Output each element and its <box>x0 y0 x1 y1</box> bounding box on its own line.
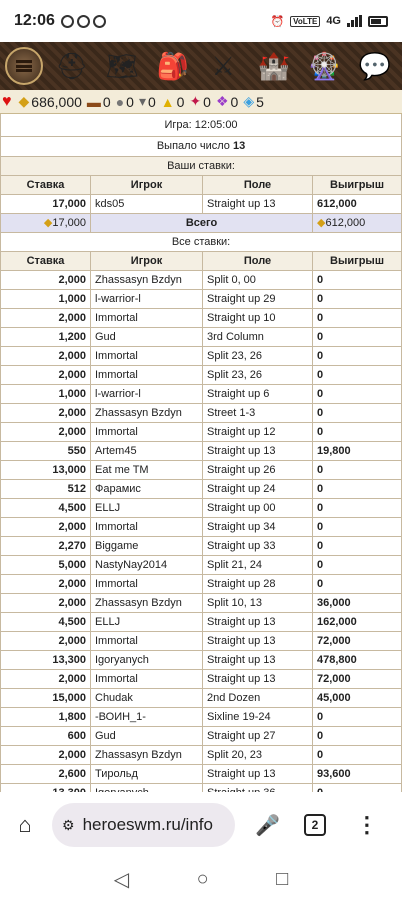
winnings: 72,000 <box>313 631 402 650</box>
bet-field: Split 21, 24 <box>203 555 313 574</box>
bet-amount: 13,000 <box>1 460 91 479</box>
roulette-icon: 🎡 <box>308 50 341 81</box>
bet-amount: 2,000 <box>1 422 91 441</box>
bet-amount: 2,270 <box>1 536 91 555</box>
bet-field: Straight up 34 <box>203 517 313 536</box>
resources-bar <box>0 90 402 114</box>
recents-icon[interactable]: □ <box>276 867 289 890</box>
bet-field: Split 23, 26 <box>203 365 313 384</box>
winnings: 0 <box>313 555 402 574</box>
your-bets-header <box>1 175 402 194</box>
bet-amount: 4,500 <box>1 498 91 517</box>
gold-icon: ◆ <box>43 217 53 229</box>
winnings: 162,000 <box>313 612 402 631</box>
col-field: Поле <box>203 175 313 194</box>
url-text: heroeswm.ru/info <box>82 815 213 834</box>
player-name[interactable]: Тирольд <box>91 764 203 783</box>
bet-field: Straight up 27 <box>203 726 313 745</box>
address-bar[interactable] <box>52 803 235 847</box>
bet-field: Straight up 13 <box>203 631 313 650</box>
gems-icon: ❖ <box>215 93 229 109</box>
bet-amount: 2,000 <box>1 517 91 536</box>
bet-field: Straight up 26 <box>203 460 313 479</box>
bet-amount: 2,600 <box>1 764 91 783</box>
table-row <box>1 764 402 783</box>
bet-field: Street 1-3 <box>203 403 313 422</box>
bet-field: Split 0, 00 <box>203 270 313 289</box>
table-row <box>1 574 402 593</box>
winnings: 0 <box>313 498 402 517</box>
at-icon <box>93 15 106 28</box>
bet-amount: 2,000 <box>1 745 91 764</box>
ore-icon: ● <box>115 93 125 110</box>
player-name[interactable]: Immortal <box>91 631 203 650</box>
status-time: 12:06 <box>14 12 55 29</box>
player-name[interactable]: Zhassasyn Bzdyn <box>91 403 203 422</box>
bet-field: Straight up 28 <box>203 574 313 593</box>
bet-field: 2nd Dozen <box>203 688 313 707</box>
resource-health <box>2 93 14 111</box>
table-row <box>1 346 402 365</box>
player-name[interactable]: Zhassasyn Bzdyn <box>91 745 203 764</box>
bet-amount: 2,000 <box>1 270 91 289</box>
battles-button[interactable] <box>201 45 245 87</box>
winnings: 0 <box>313 289 402 308</box>
roulette-results <box>0 114 402 792</box>
bag-icon: 🎒 <box>156 50 189 81</box>
result-line: Выпало число 13 <box>1 136 402 156</box>
winnings: 0 <box>313 346 402 365</box>
player-name[interactable]: ELLJ <box>91 612 203 631</box>
browser-bottom-bar <box>0 792 402 858</box>
winnings: 0 <box>313 422 402 441</box>
bet-field: Straight up 13 <box>203 669 313 688</box>
bet-field: Straight up 13 <box>203 612 313 631</box>
bet-amount: 1,000 <box>1 289 91 308</box>
table-row <box>1 365 402 384</box>
notification-icons <box>61 15 106 28</box>
col-player: Игрок <box>91 251 203 270</box>
bet-amount: 2,000 <box>1 574 91 593</box>
winnings: 0 <box>313 536 402 555</box>
menu-button[interactable] <box>5 47 43 85</box>
bet-amount: 13,300 <box>1 650 91 669</box>
col-field: Поле <box>203 251 313 270</box>
table-row <box>1 669 402 688</box>
sync-icon <box>77 15 90 28</box>
resource-gems: ❖ 0 <box>215 93 239 110</box>
bet-amount: 2,000 <box>1 403 91 422</box>
table-row <box>1 555 402 574</box>
bet-amount: 1,800 <box>1 707 91 726</box>
bet-amount: 600 <box>1 726 91 745</box>
mercury-icon: ▾ <box>138 93 146 109</box>
gold-icon: ◆ <box>18 93 30 109</box>
bet-amount: 15,000 <box>1 688 91 707</box>
whatsapp-icon <box>61 15 74 28</box>
table-row <box>1 707 402 726</box>
winnings: 72,000 <box>313 669 402 688</box>
table-row <box>1 479 402 498</box>
swords-icon: ⚔ <box>211 50 235 81</box>
winnings: 0 <box>313 574 402 593</box>
bet-amount: 2,000 <box>1 631 91 650</box>
tabs-button[interactable]: 2 <box>304 814 326 836</box>
table-row <box>1 593 402 612</box>
bets-table <box>0 114 402 803</box>
castle-button[interactable] <box>252 45 296 87</box>
winnings: 93,600 <box>313 764 402 783</box>
battery-icon <box>368 16 388 27</box>
microphone-icon[interactable]: 🎤 <box>255 814 280 837</box>
bet-field: Split 23, 26 <box>203 346 313 365</box>
table-row <box>1 422 402 441</box>
winnings: 0 <box>313 707 402 726</box>
table-row <box>1 327 402 346</box>
table-row <box>1 745 402 764</box>
player-name[interactable]: Фарамис <box>91 479 203 498</box>
helmet-icon: ⛑ <box>55 50 89 81</box>
map-icon: 🗺 <box>105 50 139 81</box>
roulette-button[interactable] <box>302 45 346 87</box>
player-name[interactable]: Immortal <box>91 422 203 441</box>
total-row: ◆17,000 Всего ◆612,000 <box>1 213 402 232</box>
table-row <box>1 536 402 555</box>
home-icon[interactable]: ⌂ <box>18 812 32 837</box>
bet-field: Split 10, 13 <box>203 593 313 612</box>
player-name[interactable]: Gud <box>91 726 203 745</box>
bet-amount: 2,000 <box>1 365 91 384</box>
table-row <box>1 308 402 327</box>
sulfur-icon: ▲ <box>160 93 175 110</box>
game-time: Игра: 12:05:00 <box>1 114 402 136</box>
bet-amount: 5,000 <box>1 555 91 574</box>
total-label: Всего <box>91 213 313 232</box>
winnings: 0 <box>313 460 402 479</box>
bet-field: Straight up 13 <box>203 441 313 460</box>
table-row <box>1 270 402 289</box>
volte-badge: VoLTE <box>290 16 320 27</box>
game-navbar <box>0 42 402 90</box>
site-settings-icon[interactable]: ⚙ <box>62 816 75 833</box>
all-bets-title: Все ставки: <box>1 232 402 251</box>
winnings: 0 <box>313 745 402 764</box>
bet-amount: 512 <box>1 479 91 498</box>
castle-icon: 🏰 <box>257 50 290 81</box>
player-name[interactable]: l-warrior-l <box>91 384 203 403</box>
diamond-icon: ◈ <box>243 93 255 109</box>
resource-wood: ▬ 0 <box>86 93 111 110</box>
player-name[interactable]: Immortal <box>91 308 203 327</box>
winnings: 36,000 <box>313 593 402 612</box>
bet-amount: 1,000 <box>1 384 91 403</box>
winnings: 0 <box>313 479 402 498</box>
table-row <box>1 384 402 403</box>
winnings: 0 <box>313 365 402 384</box>
result-number: 13 <box>232 140 246 152</box>
col-bet: Ставка <box>1 175 91 194</box>
signal-icon <box>347 15 362 27</box>
player-name[interactable]: Eat me TM <box>91 460 203 479</box>
winnings: 478,800 <box>313 650 402 669</box>
winnings: 45,000 <box>313 688 402 707</box>
bet-amount: 550 <box>1 441 91 460</box>
player-name[interactable]: ELLJ <box>91 498 203 517</box>
bet-field: Straight up 29 <box>203 289 313 308</box>
player-name[interactable]: Zhassasyn Bzdyn <box>91 593 203 612</box>
resource-mercury: ▾ 0 <box>138 93 156 110</box>
resource-sulfur: ▲ 0 <box>160 93 185 110</box>
table-row <box>1 726 402 745</box>
player-name[interactable]: NastyNay2014 <box>91 555 203 574</box>
bet-field: Straight up 24 <box>203 479 313 498</box>
player-name[interactable]: Biggame <box>91 536 203 555</box>
bet-field: Straight up 00 <box>203 498 313 517</box>
character-button[interactable] <box>50 45 94 87</box>
table-row <box>1 403 402 422</box>
menu-icon <box>16 60 32 72</box>
all-bets-header <box>1 251 402 270</box>
col-winnings: Выигрыш <box>313 175 402 194</box>
player-name[interactable]: Immortal <box>91 574 203 593</box>
player-name[interactable]: l-warrior-l <box>91 289 203 308</box>
more-menu-icon[interactable]: ⋮ <box>355 812 378 837</box>
status-bar <box>0 0 402 42</box>
winnings: 0 <box>313 308 402 327</box>
crystal-icon: ✦ <box>189 93 202 109</box>
player-name[interactable]: -ВОИН_1- <box>91 707 203 726</box>
heart-icon: ♥ <box>2 92 12 110</box>
bet-amount: 2,000 <box>1 669 91 688</box>
table-row <box>1 631 402 650</box>
col-player: Игрок <box>91 175 203 194</box>
resource-ore: ● 0 <box>115 93 134 110</box>
bet-field: Sixline 19-24 <box>203 707 313 726</box>
col-winnings: Выигрыш <box>313 251 402 270</box>
winnings: 0 <box>313 384 402 403</box>
wood-icon: ▬ <box>86 93 101 110</box>
col-bet: Ставка <box>1 251 91 270</box>
player-name[interactable]: Artem45 <box>91 441 203 460</box>
map-button[interactable] <box>100 45 144 87</box>
winnings: 0 <box>313 403 402 422</box>
table-row <box>1 460 402 479</box>
bet-field: Split 20, 23 <box>203 745 313 764</box>
system-navigation <box>0 858 402 900</box>
inventory-button[interactable] <box>151 45 195 87</box>
bet-amount: 2,000 <box>1 346 91 365</box>
winnings: 0 <box>313 726 402 745</box>
bet-field: Straight up 13 <box>203 650 313 669</box>
table-row <box>1 612 402 631</box>
player-name[interactable]: Gud <box>91 327 203 346</box>
resource-diamonds: ◈ 5 <box>243 93 264 110</box>
alarm-icon: ⏰ <box>270 15 285 28</box>
chat-button[interactable] <box>353 45 397 87</box>
bet-field: Straight up 10 <box>203 308 313 327</box>
table-row <box>1 289 402 308</box>
table-row <box>1 498 402 517</box>
resource-crystal: ✦ 0 <box>189 93 211 110</box>
bet-amount: 1,200 <box>1 327 91 346</box>
table-row <box>1 688 402 707</box>
your-bets-title: Ваши ставки: <box>1 156 402 175</box>
bet-field: Straight up 12 <box>203 422 313 441</box>
winnings: 0 <box>313 327 402 346</box>
home-circle-icon[interactable]: ○ <box>196 867 209 890</box>
bet-field: 3rd Column <box>203 327 313 346</box>
winnings: 0 <box>313 270 402 289</box>
player-name[interactable]: Immortal <box>91 517 203 536</box>
player-name[interactable]: Immortal <box>91 365 203 384</box>
table-row <box>1 441 402 460</box>
chat-icon: 💬 <box>358 50 391 81</box>
bet-field: Straight up 33 <box>203 536 313 555</box>
system-indicators <box>270 15 388 28</box>
winnings: 19,800 <box>313 441 402 460</box>
player-name[interactable]: Immortal <box>91 669 203 688</box>
back-icon[interactable]: ◁ <box>113 868 130 891</box>
bet-amount: 2,000 <box>1 593 91 612</box>
bet-field: Straight up 6 <box>203 384 313 403</box>
winnings: 0 <box>313 517 402 536</box>
gold-icon: ◆ <box>317 217 326 229</box>
table-row <box>1 517 402 536</box>
player-name[interactable]: Zhassasyn Bzdyn <box>91 270 203 289</box>
player-name[interactable]: Immortal <box>91 346 203 365</box>
player-name[interactable]: Chudak <box>91 688 203 707</box>
bet-amount: 2,000 <box>1 308 91 327</box>
your-bet-row: 17,000 kds05 Straight up 13 612,000 <box>1 194 402 213</box>
player-name[interactable]: Igoryanych <box>91 650 203 669</box>
network-type: 4G <box>326 15 341 27</box>
bet-field: Straight up 13 <box>203 764 313 783</box>
table-row <box>1 650 402 669</box>
bet-amount: 4,500 <box>1 612 91 631</box>
resource-gold: ◆ 686,000 <box>18 93 82 110</box>
